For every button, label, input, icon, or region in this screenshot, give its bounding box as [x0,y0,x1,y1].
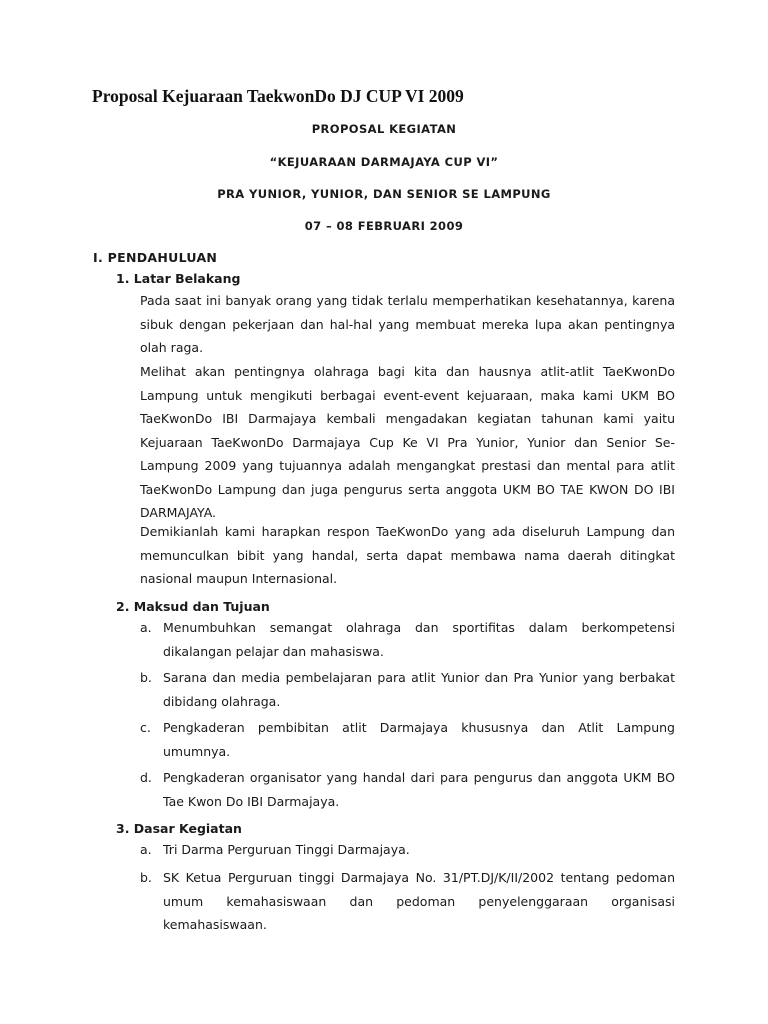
list-item-maksud-b [140,666,675,713]
list-item-maksud-c [140,716,675,763]
paragraph-latar-3: Demikianlah kami harapkan respon TaeKwonDo yang ada diseluruh Lampung dan memunculkan bibit yang handal, serta dapat membawa nama daerah ditingkat nasional maupun Internasional. [140,524,675,586]
list-item-dasar-b [140,866,675,937]
subsection-heading-dasar-kegiatan: 3. Dasar Kegiatan [116,821,242,836]
list-marker: d. [140,770,152,785]
list-item-dasar-a [140,838,675,862]
list-marker: b. [140,670,152,685]
paragraph-latar-1: Pada saat ini banyak orang yang tidak terlalu memperhatikan kesehatannya, karena sibuk dengan pekerjaan dan hal-hal yang membuat mereka lupa akan pentingnya olah raga. [140,293,675,355]
list-item-text: SK Ketua Perguruan tinggi Darmajaya No. 31/PT.DJ/K/II/2002 tentang pedoman umum kemahasiswaan dan pedoman penyelenggaraan organisasi kemahasiswaan. [163,870,675,932]
paragraph-latar-2: Melihat akan pentingnya olahraga bagi kita dan hausnya atlit-atlit TaeKwonDo Lampung untuk mengikuti berbagai event-event kejuaraan, maka kami UKM BO TaeKwonDo IBI Darmajaya kembali mengadakan kegiatan tahunan kami yaitu Kejuaraan TaeKwonDo Darmajaya Cup Ke VI Pra Yunior, Yunior dan Senior Se-Lampung 2009 yang tujuannya adalah mengangkat prestasi dan mental para atlit TaeKwonDo Lampung dan juga pengurus serta anggota UKM BO TAE KWON DO IBI DARMAJAYA. [140,364,675,520]
header-line-category: PRA YUNIOR, YUNIOR, DAN SENIOR SE LAMPUNG [217,187,551,201]
subsection-heading-latar-belakang: 1. Latar Belakang [116,271,241,286]
list-item-text: Pengkaderan organisator yang handal dari para pengurus dan anggota UKM BO Tae Kwon Do IBI Darmajaya. [163,770,675,809]
subsection-heading-maksud-tujuan: 2. Maksud dan Tujuan [116,599,270,614]
list-item-text: Pengkaderan pembibitan atlit Darmajaya khususnya dan Atlit Lampung umumnya. [163,720,675,759]
header-line-date: 07 – 08 FEBRUARI 2009 [304,219,464,233]
list-item-text: Tri Darma Perguruan Tinggi Darmajaya. [163,842,410,857]
list-item-text: Menumbuhkan semangat olahraga dan sportifitas dalam berkompetensi dikalangan pelajar dan mahasiswa. [163,620,675,659]
document-title: Proposal Kejuaraan TaekwonDo DJ CUP VI 2009 [92,86,464,106]
list-item-maksud-a [140,616,675,663]
list-item-text: Sarana dan media pembelajaran para atlit Yunior dan Pra Yunior yang berbakat dibidang olahraga. [163,670,675,709]
list-marker: b. [140,870,152,885]
list-marker: a. [140,842,152,857]
section-heading-pendahuluan: I. PENDAHULUAN [93,250,218,265]
list-marker: a. [140,620,152,635]
list-item-maksud-d [140,766,675,813]
list-marker: c. [140,720,151,735]
header-line-event: “KEJUARAAN DARMAJAYA CUP VI” [269,155,499,169]
header-line-proposal: PROPOSAL KEGIATAN [311,122,457,136]
